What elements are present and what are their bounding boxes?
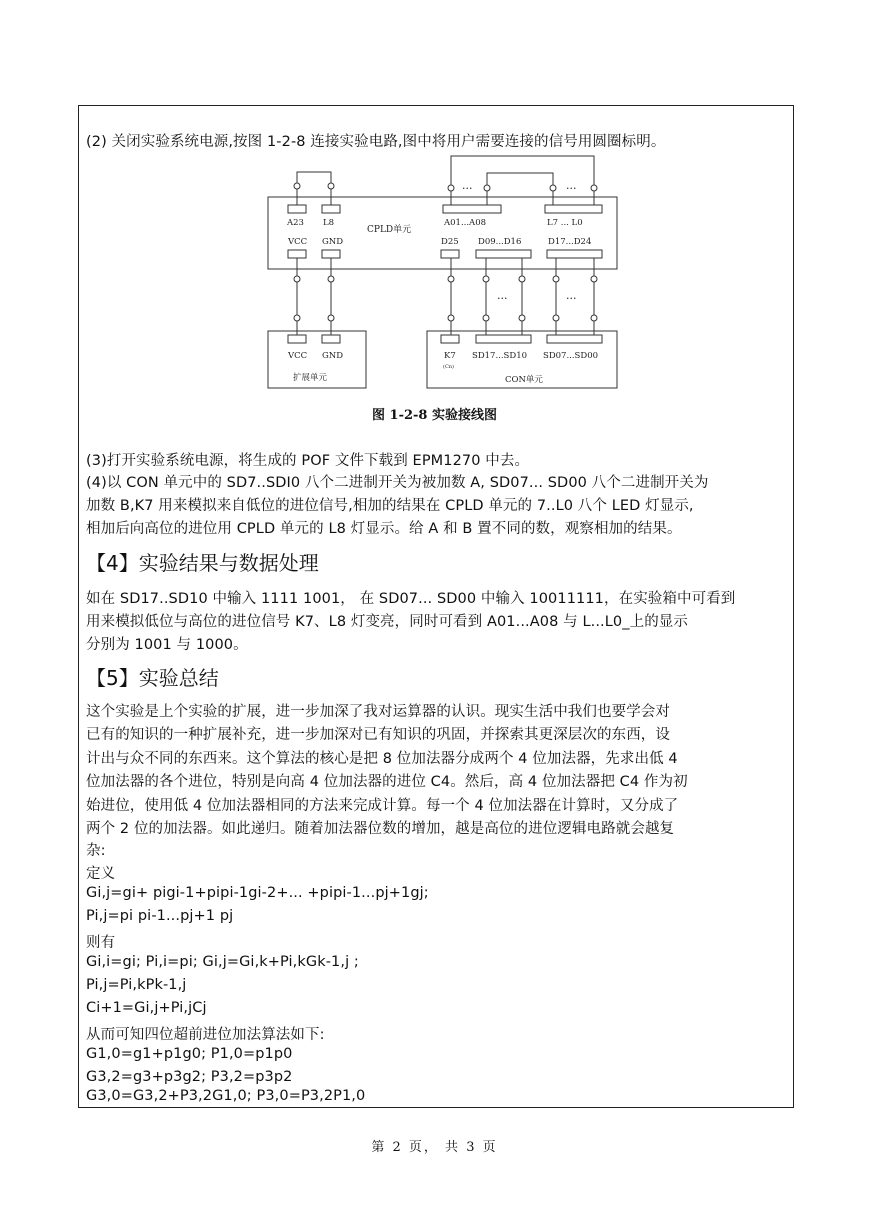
step2-text: (2) 关闭实验系统电源,按图 1-2-8 连接实验电路,图中将用户需要连接的信号用圆圈标明。 bbox=[86, 134, 666, 150]
label-k7: K7 bbox=[444, 351, 456, 361]
label-a01-a08: A01...A08 bbox=[444, 218, 487, 228]
step4-line-1: (4)以 CON 单元中的 SD7..SDI0 八个二进制开关为被加数 A, SD07... SD00 八个二进制开关为 bbox=[86, 475, 709, 491]
dots-top-left: ··· bbox=[462, 182, 473, 195]
formula-line-3: Gi,i=gi; Pi,i=pi; Gi,j=Gi,k+Pi,kGk-1,j ; bbox=[86, 954, 359, 970]
formula-line-2: Pi,j=pi pi-1...pj+1 pj bbox=[86, 908, 234, 924]
section5-line-2: 已有的知识的一种扩展补充，进一步加深对已有知识的巩固，并探索其更深层次的东西，设 bbox=[86, 727, 670, 743]
section5-line-8: 定义 bbox=[86, 866, 116, 882]
label-l7-l0: L7 ... L0 bbox=[547, 218, 583, 228]
label-ext-unit: 扩展单元 bbox=[293, 373, 328, 383]
section5-line-11: 则有 bbox=[86, 935, 116, 951]
label-gnd: GND bbox=[322, 237, 344, 247]
pin-l7-l0 bbox=[545, 205, 602, 213]
pin-d17-d24 bbox=[547, 250, 602, 258]
page-footer: 第 2 页， 共 3 页 bbox=[371, 1140, 498, 1155]
section5-line-7: 杂: bbox=[86, 843, 106, 859]
ext-pin-gnd bbox=[322, 335, 340, 343]
label-d25: D25 bbox=[441, 237, 459, 247]
section5-line-5: 始进位，使用低 4 位加法器相同的方法来完成计算。每一个 4 位加法器在计算时，又分成了 bbox=[86, 798, 679, 814]
label-sd17-sd10: SD17...SD10 bbox=[472, 351, 528, 361]
section5-line-4: 位加法器的各个进位，特别是向高 4 位加法器的进位 C4。然后，高 4 位加法器把 C4 作为初 bbox=[86, 774, 688, 790]
section4-line-3: 分别为 1001 与 1000。 bbox=[86, 637, 248, 653]
ext-pin-vcc bbox=[288, 335, 306, 343]
formula-line-7: G3,2=g3+p3g2; P3,2=p3p2 bbox=[86, 1069, 293, 1085]
section4-heading: 【4】实验结果与数据处理 bbox=[86, 551, 319, 575]
section5-line-1: 这个实验是上个实验的扩展，进一步加深了我对运算器的认识。现实生活中我们也要学会对 bbox=[86, 704, 670, 720]
formula-line-6: G1,0=g1+p1g0; P1,0=p1p0 bbox=[86, 1046, 293, 1062]
label-con-unit: CON单元 bbox=[505, 375, 543, 385]
pin-d25 bbox=[441, 250, 459, 258]
section4-line-2: 用来模拟低位与高位的进位信号 K7、L8 灯变亮，同时可看到 A01...A08 与 L...L0_上的显示 bbox=[86, 614, 689, 630]
pin-gnd bbox=[322, 250, 340, 258]
dots-mid-right: ··· bbox=[566, 292, 577, 305]
pin-vcc bbox=[288, 250, 306, 258]
section5-line-3: 计出与众不同的东西来。这个算法的核心是把 8 位加法器分成两个 4 位加法器，先求出低 4 bbox=[86, 751, 678, 767]
dots-mid-left: ··· bbox=[497, 292, 508, 305]
label-sd07-sd00: SD07...SD00 bbox=[543, 351, 599, 361]
section5-line-6: 两个 2 位的加法器。如此递归。随着加法器位数的增加，越是高位的进位逻辑电路就会越复 bbox=[86, 821, 675, 837]
con-pin-k7 bbox=[441, 335, 459, 343]
label-cpld-unit: CPLD单元 bbox=[367, 225, 412, 235]
con-pin-sd17-sd10 bbox=[476, 335, 531, 343]
label-d09-d16: D09...D16 bbox=[478, 237, 522, 247]
section4-line-1: 如在 SD17..SD10 中输入 1111 1001， 在 SD07... SD00 中输入 10011111，在实验箱中可看到 bbox=[86, 591, 736, 607]
label-vcc: VCC bbox=[288, 237, 308, 247]
label-k7-cn: (Cn) bbox=[443, 364, 454, 370]
pin-d09-d16 bbox=[476, 250, 531, 258]
step4-line-3: 相加后向高位的进位用 CPLD 单元的 L8 灯显示。给 A 和 B 置不同的数，观察相加的结果。 bbox=[86, 521, 682, 537]
step3-text: (3)打开实验系统电源，将生成的 POF 文件下载到 EPM1270 中去。 bbox=[86, 453, 530, 469]
con-pin-sd07-sd00 bbox=[547, 335, 602, 343]
pin-l8 bbox=[322, 205, 340, 213]
formula-line-8: G3,0=G3,2+P3,2G1,0; P3,0=P3,2P1,0 bbox=[86, 1088, 366, 1104]
label-ext-vcc: VCC bbox=[288, 351, 308, 361]
formula-line-1: Gi,j=gi+ pigi-1+pipi-1gi-2+... +pipi-1...pj+1gj; bbox=[86, 885, 429, 901]
formula-line-5: Ci+1=Gi,j+Pi,jCj bbox=[86, 1000, 207, 1016]
section5-line-15: 从而可知四位超前进位加法算法如下: bbox=[86, 1027, 325, 1043]
label-l8: L8 bbox=[323, 218, 335, 228]
label-d17-d24: D17...D24 bbox=[548, 237, 592, 247]
section5-heading: 【5】实验总结 bbox=[86, 666, 219, 690]
figure-caption: 图 1-2-8 实验接线图 bbox=[372, 408, 497, 423]
pin-a23 bbox=[288, 205, 306, 213]
dots-top-right: ··· bbox=[566, 182, 577, 195]
wiring-diagram bbox=[0, 0, 869, 400]
pin-a01-a08 bbox=[443, 205, 501, 213]
formula-line-4: Pi,j=Pi,kPk-1,j bbox=[86, 977, 187, 993]
label-ext-gnd: GND bbox=[322, 351, 344, 361]
step4-line-2: 加数 B,K7 用来模拟来自低位的进位信号,相加的结果在 CPLD 单元的 7..L0 八个 LED 灯显示, bbox=[86, 498, 694, 514]
label-a23: A23 bbox=[287, 218, 304, 228]
